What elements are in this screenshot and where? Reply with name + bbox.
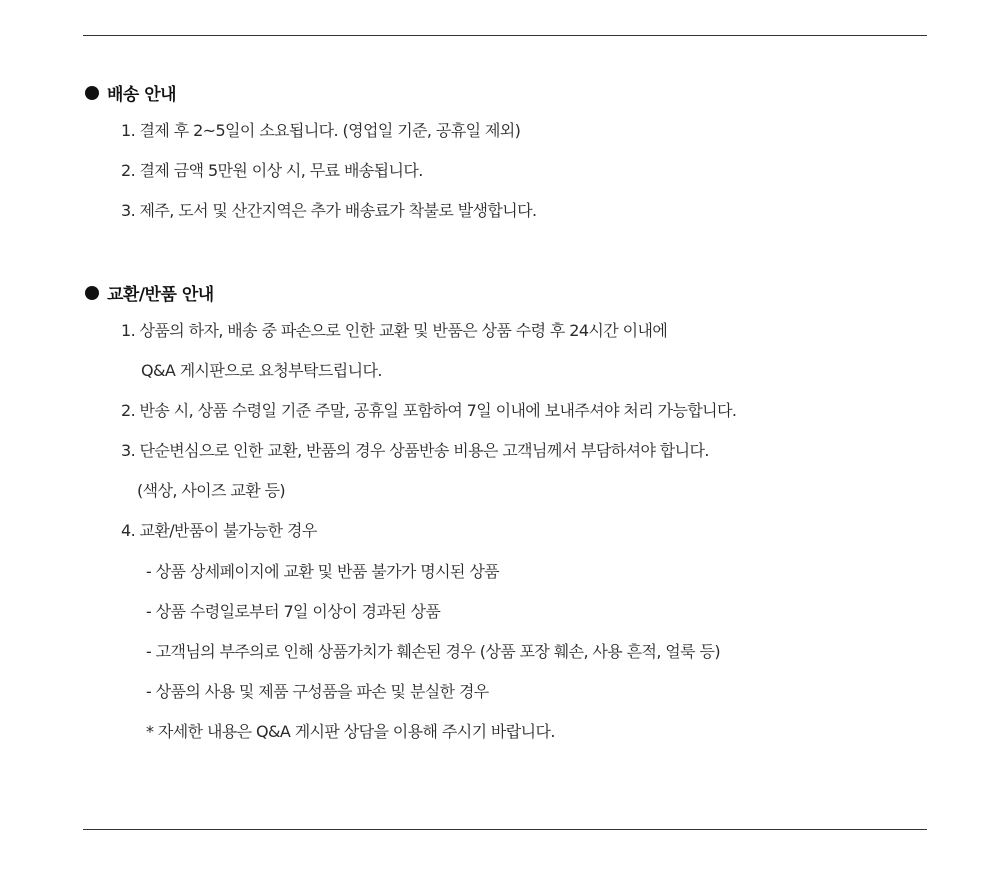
bottom-divider	[83, 829, 927, 830]
shipping-item-1: 1. 결제 후 2~5일이 소요됩니다. (영업일 기준, 공휴일 제외)	[121, 121, 521, 140]
shipping-item-3: 3. 제주, 도서 및 산간지역은 추가 배송료가 착불로 발생합니다.	[121, 201, 537, 220]
exchange-item-1-continued: Q&A 게시판으로 요청부탁드립니다.	[141, 361, 382, 380]
exchange-subitem-2: - 상품 수령일로부터 7일 이상이 경과된 상품	[146, 602, 441, 621]
exchange-item-3: 3. 단순변심으로 인한 교환, 반품의 경우 상품반송 비용은 고객님께서 부담하셔야 합니다.	[121, 441, 709, 460]
exchange-item-2: 2. 반송 시, 상품 수령일 기준 주말, 공휴일 포함하여 7일 이내에 보내주셔야 처리 가능합니다.	[121, 401, 737, 420]
bullet-dot-icon	[85, 86, 99, 100]
top-divider	[83, 35, 927, 36]
bullet-dot-icon	[85, 286, 99, 300]
shipping-heading-text: 배송 안내	[107, 84, 177, 105]
exchange-item-3-note: (색상, 사이즈 교환 등)	[137, 481, 286, 500]
exchange-subitem-1: - 상품 상세페이지에 교환 및 반품 불가가 명시된 상품	[146, 562, 500, 581]
exchange-heading-text: 교환/반품 안내	[107, 284, 214, 305]
exchange-subitem-3: - 고객님의 부주의로 인해 상품가치가 훼손된 경우 (상품 포장 훼손, 사용 흔적, 얼룩 등)	[146, 642, 720, 661]
shipping-heading	[85, 80, 176, 104]
exchange-item-4: 4. 교환/반품이 불가능한 경우	[121, 521, 317, 540]
exchange-footnote: * 자세한 내용은 Q&A 게시판 상담을 이용해 주시기 바랍니다.	[146, 722, 555, 741]
shipping-item-2: 2. 결제 금액 5만원 이상 시, 무료 배송됩니다.	[121, 161, 423, 180]
exchange-heading	[85, 280, 214, 304]
exchange-subitem-4: - 상품의 사용 및 제품 구성품을 파손 및 분실한 경우	[146, 682, 489, 701]
exchange-item-1: 1. 상품의 하자, 배송 중 파손으로 인한 교환 및 반품은 상품 수령 후 24시간 이내에	[121, 321, 668, 340]
